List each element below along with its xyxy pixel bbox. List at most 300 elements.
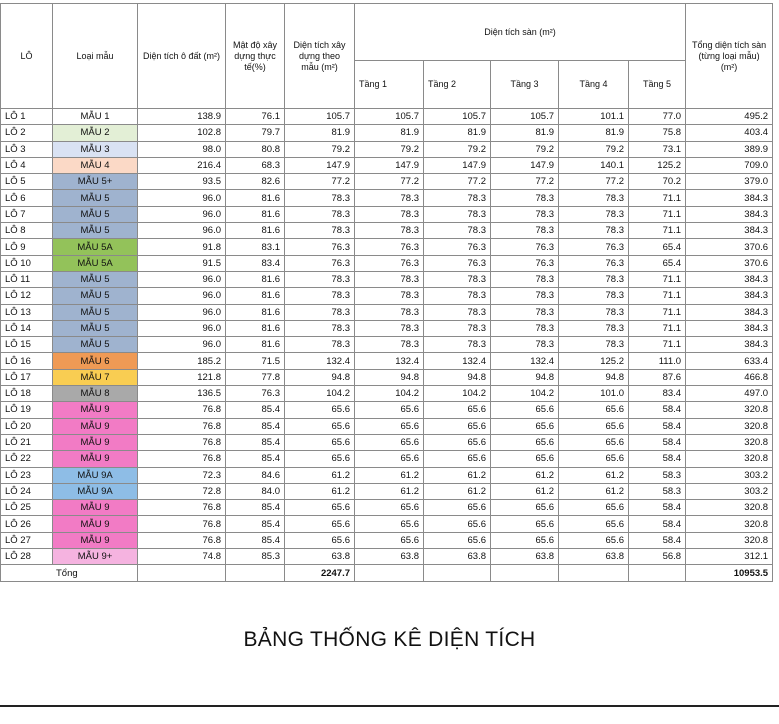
build-area-cell: 61.2 [285, 467, 355, 483]
lot-cell: LÔ 8 [1, 223, 53, 239]
floor-4-cell: 77.2 [559, 174, 629, 190]
type-cell: MẪU 2 [53, 125, 138, 141]
totals-empty-cell [491, 565, 559, 582]
type-cell: MẪU 8 [53, 386, 138, 402]
floor-1-cell: 78.3 [355, 288, 424, 304]
build-area-cell: 78.3 [285, 190, 355, 206]
table-row [1, 337, 773, 353]
type-cell: MẪU 5A [53, 255, 138, 271]
floor-3-cell: 65.6 [491, 418, 559, 434]
build-area-cell: 79.2 [285, 141, 355, 157]
floor-2-cell: 78.3 [424, 304, 491, 320]
table-row [1, 141, 773, 157]
floor-4-cell: 65.6 [559, 516, 629, 532]
plot-area-cell: 138.9 [138, 109, 226, 125]
floor-5-cell: 71.1 [629, 190, 686, 206]
build-area-cell: 65.6 [285, 532, 355, 548]
floor-2-cell: 78.3 [424, 288, 491, 304]
plot-area-cell: 93.5 [138, 174, 226, 190]
density-cell: 85.4 [226, 532, 285, 548]
total-floor-area-cell: 320.8 [686, 434, 773, 450]
floor-3-cell: 65.6 [491, 516, 559, 532]
density-cell: 80.8 [226, 141, 285, 157]
table-row [1, 125, 773, 141]
build-area-cell: 78.3 [285, 223, 355, 239]
floor-2-cell: 105.7 [424, 109, 491, 125]
total-floor-area-cell: 497.0 [686, 386, 773, 402]
header-build-area: Diện tích xây dựng theo mẫu (m²) [285, 4, 355, 109]
floor-1-cell: 77.2 [355, 174, 424, 190]
build-area-cell: 78.3 [285, 304, 355, 320]
table-row [1, 451, 773, 467]
floor-5-cell: 71.1 [629, 320, 686, 336]
build-area-cell: 78.3 [285, 320, 355, 336]
build-area-cell: 147.9 [285, 157, 355, 173]
floor-2-cell: 63.8 [424, 549, 491, 565]
floor-4-cell: 65.6 [559, 434, 629, 450]
lot-cell: LÔ 20 [1, 418, 53, 434]
density-cell: 85.3 [226, 549, 285, 565]
lot-cell: LÔ 9 [1, 239, 53, 255]
totals-empty-cell [226, 565, 285, 582]
floor-3-cell: 78.3 [491, 223, 559, 239]
floor-2-cell: 79.2 [424, 141, 491, 157]
floor-1-cell: 104.2 [355, 386, 424, 402]
floor-2-cell: 65.6 [424, 532, 491, 548]
floor-4-cell: 140.1 [559, 157, 629, 173]
total-floor-area-cell: 370.6 [686, 239, 773, 255]
density-cell: 79.7 [226, 125, 285, 141]
floor-2-cell: 76.3 [424, 239, 491, 255]
totals-empty-cell [355, 565, 424, 582]
build-area-cell: 65.6 [285, 516, 355, 532]
floor-3-cell: 76.3 [491, 239, 559, 255]
build-area-cell: 132.4 [285, 353, 355, 369]
density-cell: 68.3 [226, 157, 285, 173]
floor-1-cell: 65.6 [355, 451, 424, 467]
total-floor-area-cell: 320.8 [686, 402, 773, 418]
total-floor-area-cell: 384.3 [686, 320, 773, 336]
floor-5-cell: 58.3 [629, 467, 686, 483]
totals-empty-cell [559, 565, 629, 582]
density-cell: 71.5 [226, 353, 285, 369]
header-floor-2: Tầng 2 [424, 61, 491, 109]
floor-5-cell: 77.0 [629, 109, 686, 125]
type-cell: MẪU 5 [53, 223, 138, 239]
total-floor-area-cell: 495.2 [686, 109, 773, 125]
plot-area-cell: 91.8 [138, 239, 226, 255]
floor-2-cell: 78.3 [424, 337, 491, 353]
total-floor-area-cell: 384.3 [686, 190, 773, 206]
build-area-cell: 78.3 [285, 288, 355, 304]
lot-cell: LÔ 2 [1, 125, 53, 141]
plot-area-cell: 76.8 [138, 402, 226, 418]
density-cell: 76.3 [226, 386, 285, 402]
floor-3-cell: 78.3 [491, 337, 559, 353]
floor-4-cell: 65.6 [559, 532, 629, 548]
type-cell: MẪU 5A [53, 239, 138, 255]
totals-empty-cell [629, 565, 686, 582]
total-floor-area-cell: 384.3 [686, 206, 773, 222]
type-cell: MẪU 3 [53, 141, 138, 157]
plot-area-cell: 72.8 [138, 483, 226, 499]
lot-cell: LÔ 23 [1, 467, 53, 483]
floor-2-cell: 65.6 [424, 418, 491, 434]
density-cell: 76.1 [226, 109, 285, 125]
total-floor-area-cell: 384.3 [686, 223, 773, 239]
floor-3-cell: 61.2 [491, 483, 559, 499]
floor-5-cell: 87.6 [629, 369, 686, 385]
build-area-cell: 63.8 [285, 549, 355, 565]
type-cell: MẪU 9 [53, 532, 138, 548]
plot-area-cell: 185.2 [138, 353, 226, 369]
floor-5-cell: 58.4 [629, 451, 686, 467]
type-cell: MẪU 9 [53, 434, 138, 450]
table-row [1, 353, 773, 369]
floor-1-cell: 94.8 [355, 369, 424, 385]
floor-5-cell: 71.1 [629, 223, 686, 239]
floor-2-cell: 78.3 [424, 320, 491, 336]
total-floor-area-cell: 370.6 [686, 255, 773, 271]
type-cell: MẪU 9+ [53, 549, 138, 565]
table-row [1, 418, 773, 434]
header-floor-4: Tầng 4 [559, 61, 629, 109]
plot-area-cell: 76.8 [138, 451, 226, 467]
build-area-cell: 77.2 [285, 174, 355, 190]
floor-3-cell: 81.9 [491, 125, 559, 141]
floor-1-cell: 61.2 [355, 467, 424, 483]
table-row [1, 500, 773, 516]
build-area-cell: 65.6 [285, 500, 355, 516]
total-floor-area-cell: 320.8 [686, 516, 773, 532]
floor-4-cell: 78.3 [559, 206, 629, 222]
totals-floor-area: 10953.5 [686, 565, 773, 582]
total-floor-area-cell: 384.3 [686, 288, 773, 304]
totals-empty-cell [424, 565, 491, 582]
lot-cell: LÔ 16 [1, 353, 53, 369]
build-area-cell: 78.3 [285, 206, 355, 222]
floor-3-cell: 78.3 [491, 304, 559, 320]
total-floor-area-cell: 320.8 [686, 500, 773, 516]
floor-3-cell: 78.3 [491, 288, 559, 304]
build-area-cell: 78.3 [285, 337, 355, 353]
table-row [1, 206, 773, 222]
floor-2-cell: 65.6 [424, 434, 491, 450]
header-type: Loại mẫu [53, 4, 138, 109]
table-row [1, 239, 773, 255]
floor-3-cell: 61.2 [491, 467, 559, 483]
total-floor-area-cell: 320.8 [686, 532, 773, 548]
floor-1-cell: 76.3 [355, 255, 424, 271]
floor-3-cell: 63.8 [491, 549, 559, 565]
table-row [1, 369, 773, 385]
table-row [1, 223, 773, 239]
plot-area-cell: 98.0 [138, 141, 226, 157]
floor-4-cell: 125.2 [559, 353, 629, 369]
type-cell: MẪU 9 [53, 500, 138, 516]
floor-2-cell: 132.4 [424, 353, 491, 369]
type-cell: MẪU 7 [53, 369, 138, 385]
total-floor-area-cell: 389.9 [686, 141, 773, 157]
lot-cell: LÔ 17 [1, 369, 53, 385]
density-cell: 83.1 [226, 239, 285, 255]
floor-5-cell: 58.4 [629, 516, 686, 532]
floor-3-cell: 105.7 [491, 109, 559, 125]
plot-area-cell: 96.0 [138, 304, 226, 320]
density-cell: 83.4 [226, 255, 285, 271]
totals-label: Tổng [1, 565, 138, 582]
table-row [1, 434, 773, 450]
floor-4-cell: 78.3 [559, 271, 629, 287]
floor-4-cell: 78.3 [559, 337, 629, 353]
lot-cell: LÔ 11 [1, 271, 53, 287]
total-floor-area-cell: 379.0 [686, 174, 773, 190]
lot-cell: LÔ 10 [1, 255, 53, 271]
floor-4-cell: 61.2 [559, 483, 629, 499]
floor-4-cell: 81.9 [559, 125, 629, 141]
total-floor-area-cell: 312.1 [686, 549, 773, 565]
floor-4-cell: 78.3 [559, 304, 629, 320]
floor-3-cell: 147.9 [491, 157, 559, 173]
floor-1-cell: 76.3 [355, 239, 424, 255]
density-cell: 77.8 [226, 369, 285, 385]
build-area-cell: 61.2 [285, 483, 355, 499]
type-cell: MẪU 9A [53, 483, 138, 499]
lot-cell: LÔ 19 [1, 402, 53, 418]
floor-5-cell: 83.4 [629, 386, 686, 402]
lot-cell: LÔ 15 [1, 337, 53, 353]
header-total-floor-area: Tổng diện tích sàn (từng loại mẫu) (m²) [686, 4, 773, 109]
table-row [1, 109, 773, 125]
table-row [1, 516, 773, 532]
density-cell: 81.6 [226, 337, 285, 353]
plot-area-cell: 121.8 [138, 369, 226, 385]
density-cell: 81.6 [226, 206, 285, 222]
floor-4-cell: 76.3 [559, 255, 629, 271]
table-row [1, 467, 773, 483]
floor-1-cell: 147.9 [355, 157, 424, 173]
floor-4-cell: 65.6 [559, 451, 629, 467]
area-statistics-table [0, 3, 773, 582]
build-area-cell: 65.6 [285, 434, 355, 450]
floor-4-cell: 65.6 [559, 402, 629, 418]
lot-cell: LÔ 21 [1, 434, 53, 450]
floor-4-cell: 101.0 [559, 386, 629, 402]
plot-area-cell: 74.8 [138, 549, 226, 565]
floor-3-cell: 78.3 [491, 271, 559, 287]
table-row [1, 190, 773, 206]
header-floor-1: Tầng 1 [355, 61, 424, 109]
floor-3-cell: 65.6 [491, 434, 559, 450]
lot-cell: LÔ 24 [1, 483, 53, 499]
table-row [1, 304, 773, 320]
floor-5-cell: 71.1 [629, 288, 686, 304]
floor-5-cell: 58.4 [629, 434, 686, 450]
floor-2-cell: 76.3 [424, 255, 491, 271]
plot-area-cell: 136.5 [138, 386, 226, 402]
floor-5-cell: 71.1 [629, 337, 686, 353]
table-row [1, 288, 773, 304]
total-floor-area-cell: 403.4 [686, 125, 773, 141]
floor-4-cell: 78.3 [559, 288, 629, 304]
plot-area-cell: 76.8 [138, 532, 226, 548]
plot-area-cell: 96.0 [138, 206, 226, 222]
floor-2-cell: 65.6 [424, 516, 491, 532]
type-cell: MẪU 9A [53, 467, 138, 483]
lot-cell: LÔ 5 [1, 174, 53, 190]
lot-cell: LÔ 14 [1, 320, 53, 336]
floor-5-cell: 58.4 [629, 532, 686, 548]
table-row [1, 532, 773, 548]
build-area-cell: 94.8 [285, 369, 355, 385]
lot-cell: LÔ 12 [1, 288, 53, 304]
total-floor-area-cell: 633.4 [686, 353, 773, 369]
floor-3-cell: 76.3 [491, 255, 559, 271]
total-floor-area-cell: 384.3 [686, 271, 773, 287]
plot-area-cell: 76.8 [138, 500, 226, 516]
header-floor-area: Diện tích sàn (m²) [355, 4, 686, 61]
floor-5-cell: 71.1 [629, 304, 686, 320]
floor-2-cell: 65.6 [424, 402, 491, 418]
density-cell: 85.4 [226, 451, 285, 467]
density-cell: 85.4 [226, 418, 285, 434]
type-cell: MẪU 5 [53, 288, 138, 304]
header-plot-area: Diện tích ô đất (m²) [138, 4, 226, 109]
lot-cell: LÔ 27 [1, 532, 53, 548]
plot-area-cell: 91.5 [138, 255, 226, 271]
header-density: Mật độ xây dựng thực tế(%) [226, 4, 285, 109]
lot-cell: LÔ 4 [1, 157, 53, 173]
floor-5-cell: 58.4 [629, 402, 686, 418]
header-floor-3: Tầng 3 [491, 61, 559, 109]
floor-1-cell: 65.6 [355, 434, 424, 450]
floor-1-cell: 65.6 [355, 516, 424, 532]
plot-area-cell: 96.0 [138, 320, 226, 336]
density-cell: 81.6 [226, 320, 285, 336]
floor-5-cell: 56.8 [629, 549, 686, 565]
build-area-cell: 78.3 [285, 271, 355, 287]
lot-cell: LÔ 6 [1, 190, 53, 206]
floor-2-cell: 65.6 [424, 500, 491, 516]
floor-1-cell: 65.6 [355, 500, 424, 516]
plot-area-cell: 96.0 [138, 223, 226, 239]
total-floor-area-cell: 320.8 [686, 418, 773, 434]
lot-cell: LÔ 22 [1, 451, 53, 467]
floor-5-cell: 73.1 [629, 141, 686, 157]
floor-1-cell: 78.3 [355, 337, 424, 353]
density-cell: 81.6 [226, 190, 285, 206]
plot-area-cell: 96.0 [138, 288, 226, 304]
floor-5-cell: 125.2 [629, 157, 686, 173]
table-row [1, 320, 773, 336]
floor-1-cell: 78.3 [355, 320, 424, 336]
build-area-cell: 105.7 [285, 109, 355, 125]
floor-3-cell: 65.6 [491, 451, 559, 467]
floor-5-cell: 71.1 [629, 271, 686, 287]
floor-5-cell: 58.3 [629, 483, 686, 499]
density-cell: 81.6 [226, 288, 285, 304]
table-row [1, 483, 773, 499]
totals-build-area: 2247.7 [285, 565, 355, 582]
build-area-cell: 76.3 [285, 255, 355, 271]
floor-1-cell: 65.6 [355, 532, 424, 548]
floor-3-cell: 132.4 [491, 353, 559, 369]
plot-area-cell: 76.8 [138, 434, 226, 450]
floor-3-cell: 78.3 [491, 320, 559, 336]
total-floor-area-cell: 303.2 [686, 467, 773, 483]
lot-cell: LÔ 18 [1, 386, 53, 402]
plot-area-cell: 72.3 [138, 467, 226, 483]
type-cell: MẪU 5+ [53, 174, 138, 190]
density-cell: 81.6 [226, 271, 285, 287]
floor-5-cell: 70.2 [629, 174, 686, 190]
floor-1-cell: 78.3 [355, 223, 424, 239]
lot-cell: LÔ 3 [1, 141, 53, 157]
lot-cell: LÔ 26 [1, 516, 53, 532]
floor-2-cell: 61.2 [424, 467, 491, 483]
type-cell: MẪU 6 [53, 353, 138, 369]
type-cell: MẪU 9 [53, 402, 138, 418]
total-floor-area-cell: 709.0 [686, 157, 773, 173]
floor-3-cell: 104.2 [491, 386, 559, 402]
plot-area-cell: 96.0 [138, 337, 226, 353]
total-floor-area-cell: 303.2 [686, 483, 773, 499]
build-area-cell: 65.6 [285, 402, 355, 418]
plot-area-cell: 76.8 [138, 418, 226, 434]
table-row [1, 402, 773, 418]
density-cell: 85.4 [226, 434, 285, 450]
totals-row [1, 565, 773, 582]
table-row [1, 255, 773, 271]
floor-1-cell: 65.6 [355, 418, 424, 434]
floor-2-cell: 78.3 [424, 271, 491, 287]
total-floor-area-cell: 466.8 [686, 369, 773, 385]
totals-empty-cell [138, 565, 226, 582]
type-cell: MẪU 9 [53, 451, 138, 467]
floor-3-cell: 78.3 [491, 190, 559, 206]
floor-4-cell: 79.2 [559, 141, 629, 157]
floor-1-cell: 63.8 [355, 549, 424, 565]
floor-1-cell: 79.2 [355, 141, 424, 157]
table-row [1, 386, 773, 402]
floor-5-cell: 111.0 [629, 353, 686, 369]
floor-3-cell: 65.6 [491, 402, 559, 418]
floor-2-cell: 78.3 [424, 206, 491, 222]
density-cell: 81.6 [226, 223, 285, 239]
floor-1-cell: 78.3 [355, 206, 424, 222]
build-area-cell: 81.9 [285, 125, 355, 141]
floor-2-cell: 78.3 [424, 190, 491, 206]
floor-4-cell: 94.8 [559, 369, 629, 385]
floor-1-cell: 61.2 [355, 483, 424, 499]
floor-4-cell: 78.3 [559, 190, 629, 206]
density-cell: 84.6 [226, 467, 285, 483]
lot-cell: LÔ 13 [1, 304, 53, 320]
build-area-cell: 76.3 [285, 239, 355, 255]
build-area-cell: 65.6 [285, 418, 355, 434]
type-cell: MẪU 5 [53, 337, 138, 353]
floor-5-cell: 58.4 [629, 500, 686, 516]
table-caption: BẢNG THỐNG KÊ DIỆN TÍCH [243, 628, 536, 651]
plot-area-cell: 102.8 [138, 125, 226, 141]
floor-3-cell: 65.6 [491, 500, 559, 516]
floor-4-cell: 78.3 [559, 320, 629, 336]
density-cell: 85.4 [226, 516, 285, 532]
lot-cell: LÔ 25 [1, 500, 53, 516]
type-cell: MẪU 4 [53, 157, 138, 173]
table-row [1, 157, 773, 173]
floor-2-cell: 65.6 [424, 451, 491, 467]
